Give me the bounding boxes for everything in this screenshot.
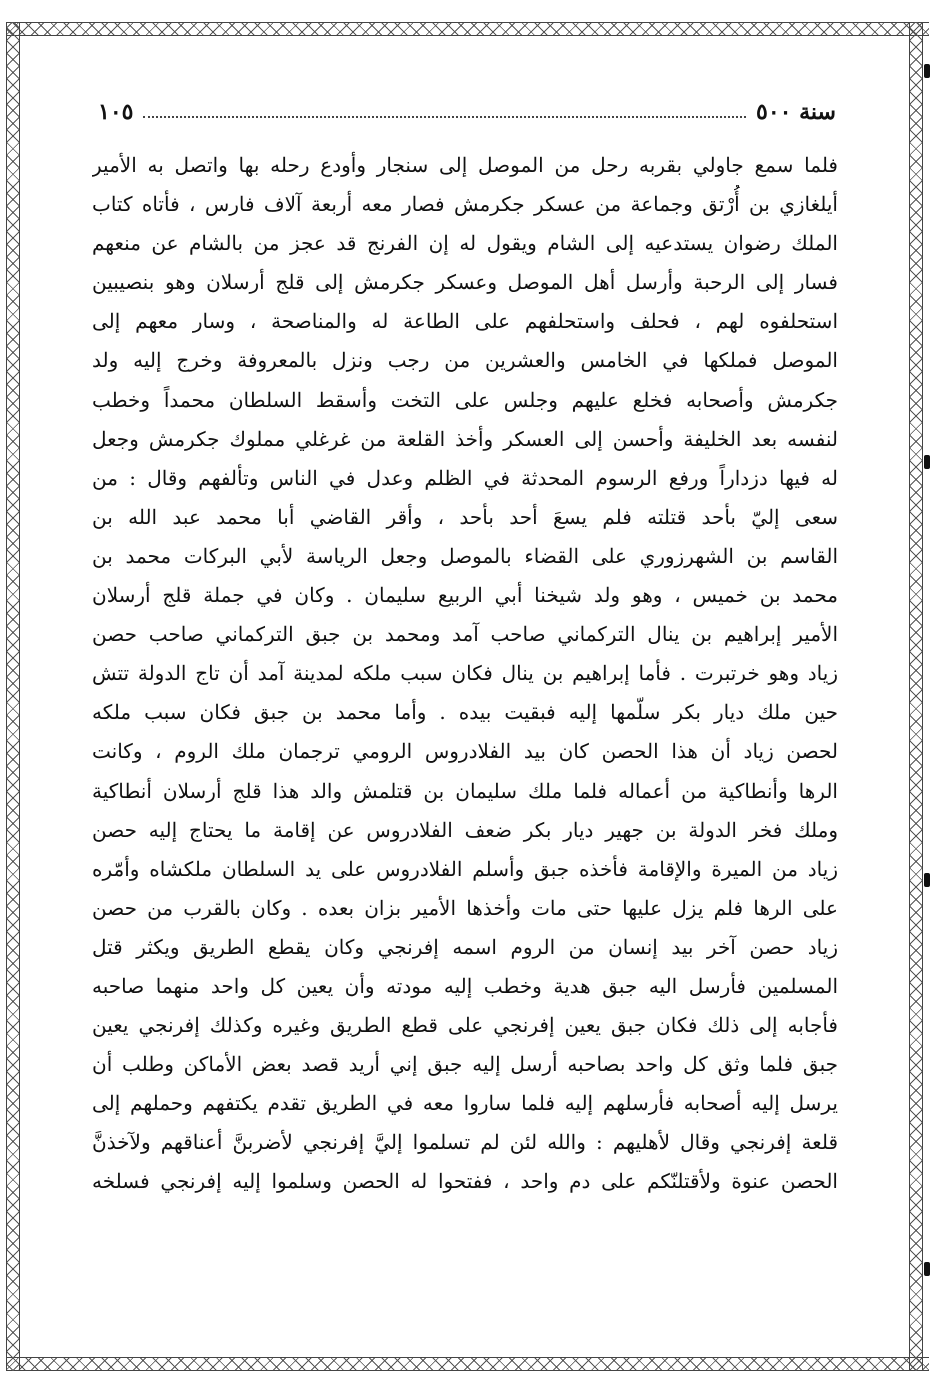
- text-line: حين ملك ديار بكر سلّمها إليه فبقيت بيده . وأما محمد بن جبق فكان سبب ملكه: [92, 700, 838, 725]
- text-line: جكرمش وأصحابه فخلع عليهم وجلس على التخت وأسقط السلطان محمداً وخطب: [92, 387, 838, 412]
- decorative-border-bottom: [6, 1357, 929, 1371]
- text-line: الملك رضوان يستدعيه إلى الشام ويقول له إن الفرنج قد عجز من بالشام عن منعهم: [92, 231, 838, 256]
- text-line: محمد بن خميس ، وهو ولد شيخنا أبي الربيع سليمان . وكان في جملة قلج أرسلان: [92, 583, 838, 608]
- decorative-border-right: [909, 22, 923, 1371]
- text-line: لنفسه بعد الخليفة وأحسن إلى العسكر وأخذ القلعة من غرغلي مملوك جكرمش وجعل: [92, 426, 838, 451]
- page-header: [98, 96, 836, 128]
- text-line: فأجابه إلى ذلك فكان جبق يعين إفرنجي على قطع الطريق وغيره وكذلك إفرنجي يعين: [92, 1013, 838, 1038]
- text-line: زياد حصن آخر بيد إنسان من الروم اسمه إفرنجي وكان يقطع الطريق ويكثر قتل: [92, 934, 838, 959]
- body-text: [92, 146, 838, 1202]
- margin-mark: [924, 873, 930, 887]
- margin-mark: [924, 1262, 930, 1276]
- text-line: له فيها دزداراً ورفع الرسوم المحدثة في الظلم وعدل في الناس وتألفهم وقال : من: [92, 465, 838, 490]
- header-dotted-leader: [143, 116, 746, 118]
- page-number: ١٠٥: [98, 99, 134, 125]
- text-line: وملك فخر الدولة بن جهير ديار بكر ضعف الفلادروس عن إقامة ما يحتاج إليه حصن: [92, 817, 838, 842]
- text-line: على الرها فلم يزل عليها حتى مات وأخذها الأمير بزان بعده . وكان بالقرب من حصن: [92, 895, 838, 920]
- text-line: استحلفوه لهم ، فحلف واستحلفهم على الطاعة له والمناصحة ، وسار معهم إلى: [92, 309, 838, 334]
- text-line: أيلغازي بن أُرْتق وجماعة من عسكر جكرمش فصار معه أربعة آلاف فارس ، فأتاه كتاب: [92, 192, 838, 217]
- text-line: القاسم بن الشهرزوري على القضاء بالموصل وجعل الرياسة لأبي البركات محمد بن: [92, 543, 838, 568]
- decorative-border-left: [6, 22, 20, 1371]
- text-line: المسلمين فأرسل اليه جبق هدية وخطب إليه مودته وأن يعين كل واحد منهما صاحبه: [92, 973, 838, 998]
- text-line: زياد وهو خرتبرت . فأما إبراهيم بن ينال فكان سبب ملكه لمدينة آمد أن تاج الدولة تتش: [92, 661, 838, 686]
- text-line: قلعة إفرنجي وقال لأهليهم : والله لئن لم تسلموا إليَّ إفرنجي لأضربنَّ أعناقهم ولآخذنَّ: [92, 1130, 838, 1155]
- margin-mark: [924, 64, 930, 78]
- text-line: الأمير إبراهيم بن ينال التركماني صاحب آمد ومحمد بن جبق التركماني صاحب حصن: [92, 622, 838, 647]
- text-line: جبق فلما وثق كل واحد بصاحبه أرسل إليه جبق إني أريد قصد بعض الأماكن وطلب أن: [92, 1052, 838, 1077]
- margin-mark: [924, 455, 930, 469]
- text-line: لحصن زياد أن هذا الحصن كان بيد الفلادروس الرومي ترجمان ملك الروم ، وكانت: [92, 739, 838, 764]
- running-header-year: سنة ٥٠٠: [756, 99, 836, 125]
- text-line: الرها وأنطاكية من أعماله فلما ملك سليمان بن قتلمش والد هذا قلج أرسلان أنطاكية: [92, 778, 838, 803]
- text-line: فلما سمع جاولي بقربه رحل من الموصل إلى سنجار وأودع رحله بها واتصل به الأمير: [92, 153, 838, 177]
- decorative-border-top: [6, 22, 929, 36]
- text-line: يرسل إليه أصحابه فأرسلهم إليه فلما ساروا معه في الطريق تقدم يكتفهم وحملهم إلى: [92, 1091, 838, 1116]
- text-line: فسار إلى الرحبة وأرسل أهل الموصل وعسكر جكرمش إلى قلج أرسلان وهو بنصيبين: [92, 270, 838, 295]
- text-line: زياد من الميرة والإقامة فأخذه جبق وأسلم الفلادروس على يد السلطان ملكشاه وأمّره: [92, 856, 838, 881]
- text-line: سعى إليّ بأحد قتلته فلم يسعَ أحد بأحد ، وأقر القاضي أبا محمد عبد الله بن: [92, 504, 838, 529]
- text-line: الحصن عنوة ولأقتلنّكم على دم واحد ، ففتحوا له الحصن وسلموا إليه إفرنجي فسلخه: [92, 1169, 838, 1194]
- text-line: الموصل فملكها في الخامس والعشرين من رجب ونزل بالمعروفة وخرج إليه ولد: [92, 348, 838, 373]
